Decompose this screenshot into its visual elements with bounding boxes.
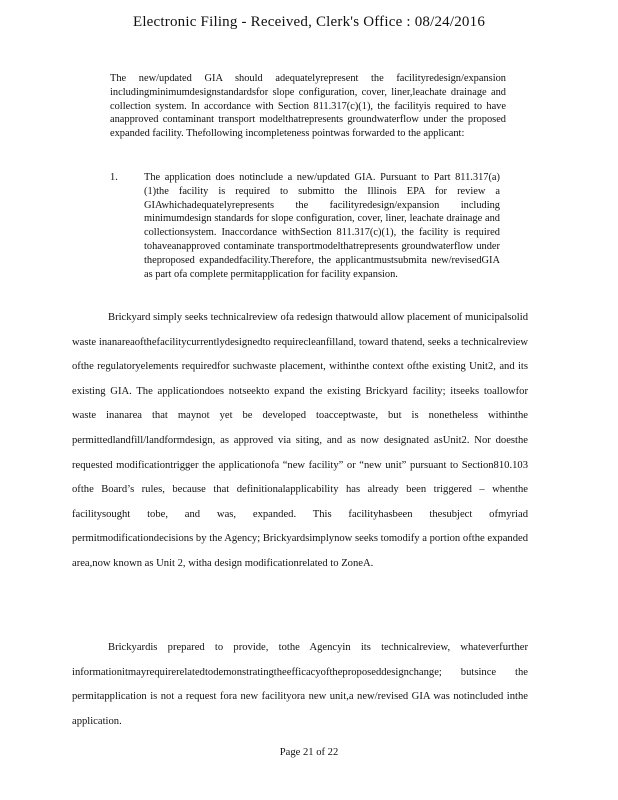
filing-header: Electronic Filing - Received, Clerk's Office : 08/24/2016 [132,14,486,30]
list-item-number: 1. [110,172,118,183]
quoted-intro-paragraph: The new/updated GIA should adequatelyrepresent the facilityredesign/expansion includingminimumdesignstandardsfor slope configuration, cover, liner,leachate drainage and collection system. In accordance with Section 811.317(c)(1), the facilityis required to have anapproved contaminant transport modelthatrepresents groundwaterflow under the proposed expanded facility. Thefollowing incompleteness pointwas forwarded to the applicant: [110,73,506,140]
body-paragraph-1: Brickyard simply seeks technicalreview ofa redesign thatwould allow placement of municipalsolid waste inanareaofthefacilitycurrentlydesignedto requirecleanfilland, toward thatend, seeks a technicalreview ofthe regulatoryelements requiredfor suchwaste placement, withinthe context ofthe existing Unit2, and its existing GIA. The applicationdoes notseekto expand the existing Brickyard facility; itseeks toallowfor waste inanarea that maynot yet be developed toacceptwaste, but is nonetheless withinthe permittedlandfill/landformdesign, as approved via siting, and as now designated asUnit2. Nor doesthe requested modificationtrigger the applicationofa “new facility” or “new unit” pursuant to Section810.103 ofthe Board’s rules, because that definitionalapplicability has already been triggered – whenthe facilitysought tobe, and was, expanded. This facilityhasbeen thesubject ofmyriad permitmodificationdecisions by the Agency; Brickyardsimplynow seeks tomodify a portion ofthe expanded area,now known as Unit 2, witha design modificationrelated to ZoneA. [72,312,528,569]
list-item-text: The application does notinclude a new/updated GIA. Pursuant to Part 811.317(a)(1)the facility is required to submitto the Illinois EPA for review a GIAwhichadequatelyrepresents the facilityredesign/expansion including minimumdesign standards for slope configuration, cover, liner, leachate drainage and collectionsystem. Inaccordance withSection 811.317(c)(1), the facility is required tohaveanapproved contaminate transportmodelthatrepresents groundwaterflow under theproposed expandedfacility.Therefore, the applicantmustsubmita new/revisedGIA as part ofa complete permitapplication for facility expansion. [144,172,500,280]
page-number: Page 21 of 22 [279,747,339,758]
body-paragraph-2: Brickyardis prepared to provide, tothe Agencyin its technicalreview, whateverfurther informationitmayrequirerelatedtodemonstratingtheefficacyoftheproposeddesignchange; butsince the permitapplication is not a request fora new facilityora new unit,a new/revised GIA was notincluded inthe application. [72,642,528,727]
